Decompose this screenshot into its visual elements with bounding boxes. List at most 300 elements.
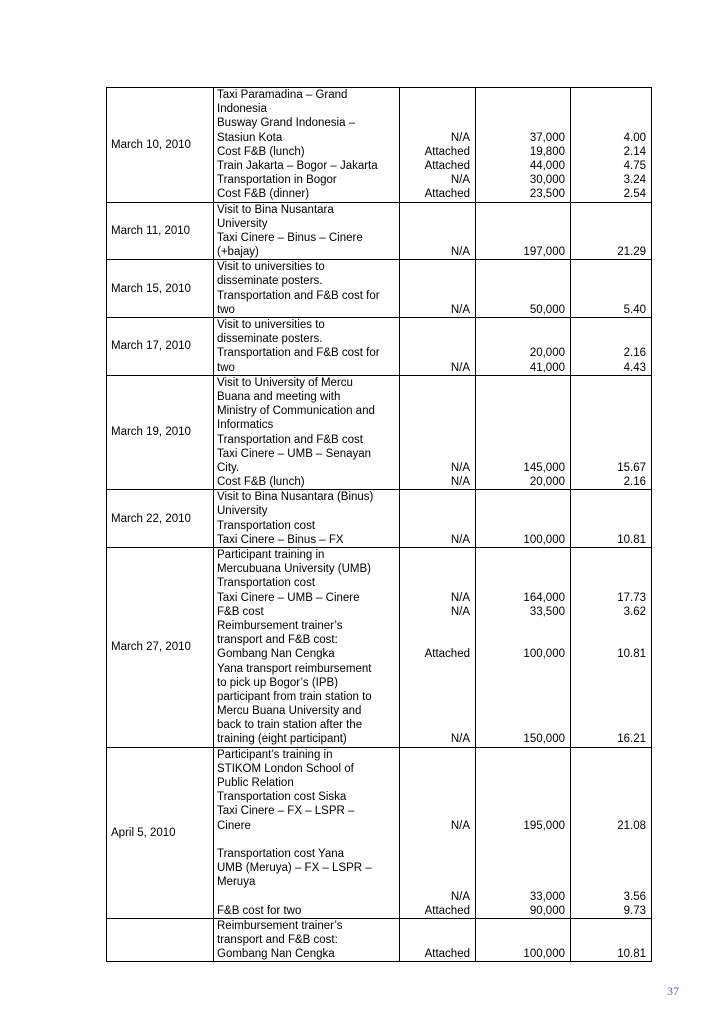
amount-usd — [574, 504, 646, 518]
amount-idr: 150,000 — [523, 733, 565, 746]
amount-usd — [574, 490, 646, 504]
amount-idr — [479, 376, 565, 390]
amount-idr: 90,000 — [529, 904, 565, 917]
amount-usd: 10.81 — [617, 533, 646, 546]
receipt-status: Attached — [424, 188, 470, 201]
amount-idr — [479, 433, 565, 447]
amount-cell — [476, 260, 571, 318]
amount-usd — [574, 748, 646, 762]
description-line: transport and F&B cost: — [217, 934, 338, 947]
receipt-status: N/A — [450, 461, 470, 474]
amount-idr: 195,000 — [523, 819, 565, 832]
description-line: Participant’s training in — [217, 748, 333, 761]
desc-cell — [214, 375, 400, 490]
description-line: Visit to University of Mercu — [217, 376, 353, 389]
receipt-status — [403, 418, 470, 432]
receipt-status: Attached — [424, 159, 470, 172]
amount-usd: 21.08 — [617, 819, 646, 832]
description-line: Taxi Cinere – UMB – Senayan — [217, 447, 372, 460]
usd-cell — [571, 747, 652, 918]
receipt-status — [403, 548, 470, 562]
description-line: (+bajay) — [217, 246, 259, 259]
receipt-status — [403, 519, 470, 533]
description-line: F&B cost — [217, 605, 264, 618]
amount-idr: 41,000 — [529, 361, 565, 374]
amount-usd — [574, 762, 646, 776]
amount-idr — [479, 748, 565, 762]
amount-cell — [476, 318, 571, 376]
description-line: two — [217, 303, 235, 316]
amount-idr: 44,000 — [529, 159, 565, 172]
amount-idr — [479, 203, 565, 217]
amount-idr — [479, 790, 565, 804]
amount-idr — [479, 762, 565, 776]
amount-idr — [479, 633, 565, 647]
description-line: Gombang Nan Cengka — [217, 948, 335, 961]
description-line: disseminate posters. — [217, 275, 323, 288]
receipt-cell — [400, 88, 476, 203]
amount-idr — [479, 847, 565, 861]
receipt-status: Attached — [424, 648, 470, 661]
amount-usd: 3.56 — [623, 890, 646, 903]
receipt-status — [403, 662, 470, 676]
receipt-status — [403, 116, 470, 130]
receipt-status — [403, 447, 470, 461]
amount-usd — [574, 619, 646, 633]
date-cell: April 5, 2010 — [107, 747, 214, 918]
desc-cell — [214, 918, 400, 962]
receipt-status — [403, 562, 470, 576]
amount-idr: 33,500 — [529, 605, 565, 618]
amount-usd — [574, 447, 646, 461]
description-line: Busway Grand Indonesia – — [217, 117, 356, 130]
usd-cell — [571, 490, 652, 548]
usd-cell — [571, 260, 652, 318]
usd-cell — [571, 318, 652, 376]
amount-idr — [479, 548, 565, 562]
amount-idr — [479, 718, 565, 732]
page-number: 37 — [667, 984, 679, 998]
description-line: transport and F&B cost: — [217, 634, 338, 647]
amount-usd: 21.29 — [617, 246, 646, 259]
amount-usd — [574, 919, 646, 933]
receipt-cell — [400, 747, 476, 918]
amount-idr — [479, 231, 565, 245]
amount-usd: 17.73 — [617, 591, 646, 604]
description-line: Taxi Cinere – Binus – Cinere — [217, 231, 363, 244]
amount-usd — [574, 875, 646, 889]
receipt-status — [403, 704, 470, 718]
amount-usd — [574, 519, 646, 533]
desc-cell — [214, 318, 400, 376]
description-line: University — [217, 217, 268, 230]
amount-usd — [574, 231, 646, 245]
amount-idr: 33,000 — [529, 890, 565, 903]
amount-idr — [479, 519, 565, 533]
desc-cell — [214, 747, 400, 918]
amount-cell — [476, 88, 571, 203]
amount-usd — [574, 676, 646, 690]
receipt-cell — [400, 490, 476, 548]
date-cell: March 11, 2010 — [107, 202, 214, 260]
amount-idr — [479, 116, 565, 130]
amount-usd: 9.73 — [623, 904, 646, 917]
description-line: Participant training in — [217, 549, 325, 561]
description-line: Informatics — [217, 419, 274, 432]
receipt-status — [403, 919, 470, 933]
amount-idr: 100,000 — [523, 533, 565, 546]
table-row — [107, 490, 652, 548]
amount-usd: 4.75 — [623, 159, 646, 172]
description-line: two — [217, 361, 235, 374]
amount-idr: 197,000 — [523, 246, 565, 259]
amount-usd — [574, 790, 646, 804]
amount-idr — [479, 88, 565, 102]
amount-usd — [574, 861, 646, 875]
amount-usd: 16.21 — [617, 733, 646, 746]
receipt-status — [403, 748, 470, 762]
amount-idr — [479, 690, 565, 704]
receipt-status: N/A — [450, 605, 470, 618]
table-row — [107, 918, 652, 962]
description-line: Visit to Bina Nusantara — [217, 203, 334, 216]
amount-usd — [574, 289, 646, 303]
receipt-status — [403, 274, 470, 288]
amount-idr — [479, 676, 565, 690]
description-line — [217, 833, 396, 847]
description-line: Transportation in Bogor — [217, 174, 337, 187]
description-line: Stasiun Kota — [217, 131, 283, 144]
receipt-status — [403, 346, 470, 360]
description-line — [217, 890, 396, 904]
amount-idr — [479, 102, 565, 116]
description-line: Mercu Buana University and — [217, 705, 362, 718]
receipt-status — [403, 861, 470, 875]
amount-idr — [479, 875, 565, 889]
receipt-status: N/A — [450, 246, 470, 259]
desc-cell — [214, 202, 400, 260]
amount-idr: 100,000 — [523, 648, 565, 661]
description-line: STIKOM London School of — [217, 762, 354, 775]
date-cell: March 22, 2010 — [107, 490, 214, 548]
receipt-status — [403, 619, 470, 633]
amount-usd: 3.24 — [623, 174, 646, 187]
amount-usd: 2.16 — [623, 476, 646, 489]
receipt-status: N/A — [450, 533, 470, 546]
expense-table — [106, 87, 652, 962]
receipt-status — [403, 933, 470, 947]
amount-idr — [479, 418, 565, 432]
amount-usd: 10.81 — [617, 648, 646, 661]
amount-usd — [574, 847, 646, 861]
description-line: Indonesia — [217, 103, 267, 116]
receipt-cell — [400, 260, 476, 318]
receipt-cell — [400, 548, 476, 748]
receipt-status — [403, 433, 470, 447]
receipt-status: Attached — [424, 948, 470, 961]
amount-idr: 20,000 — [529, 476, 565, 489]
receipt-status — [403, 718, 470, 732]
amount-usd: 4.00 — [623, 131, 646, 144]
amount-idr — [479, 390, 565, 404]
amount-usd — [574, 390, 646, 404]
amount-usd — [574, 332, 646, 346]
amount-usd — [574, 576, 646, 590]
receipt-status: N/A — [450, 174, 470, 187]
usd-cell — [571, 88, 652, 203]
amount-usd — [574, 804, 646, 818]
receipt-status: N/A — [450, 131, 470, 144]
description-line: to pick up Bogor’s (IPB) — [217, 676, 339, 689]
amount-usd — [574, 404, 646, 418]
receipt-cell — [400, 375, 476, 490]
receipt-status — [403, 289, 470, 303]
description-line: Transportation cost — [217, 519, 316, 532]
description-line: Gombang Nan Cengka — [217, 648, 335, 661]
amount-usd — [574, 260, 646, 274]
amount-idr — [479, 447, 565, 461]
amount-usd — [574, 318, 646, 332]
receipt-status: Attached — [424, 145, 470, 158]
receipt-status — [403, 576, 470, 590]
amount-usd — [574, 704, 646, 718]
description-line: disseminate posters. — [217, 333, 323, 346]
amount-cell — [476, 747, 571, 918]
amount-usd: 2.16 — [623, 347, 646, 360]
amount-usd: 10.81 — [617, 948, 646, 961]
description-line: Cost F&B (lunch) — [217, 476, 305, 489]
usd-cell — [571, 918, 652, 962]
description-line: Meruya — [217, 876, 256, 889]
receipt-cell — [400, 202, 476, 260]
amount-usd: 2.14 — [623, 145, 646, 158]
date-cell: March 15, 2010 — [107, 260, 214, 318]
description-line: Cost F&B (dinner) — [217, 188, 310, 201]
amount-usd — [574, 116, 646, 130]
amount-usd: 15.67 — [617, 461, 646, 474]
receipt-status — [403, 231, 470, 245]
amount-cell — [476, 918, 571, 962]
receipt-status — [403, 504, 470, 518]
amount-idr — [479, 704, 565, 718]
receipt-status — [403, 676, 470, 690]
amount-idr — [479, 562, 565, 576]
date-cell: March 19, 2010 — [107, 375, 214, 490]
amount-idr — [479, 576, 565, 590]
description-line: Ministry of Communication and — [217, 405, 375, 418]
receipt-status — [403, 633, 470, 647]
amount-idr — [479, 332, 565, 346]
receipt-status — [403, 490, 470, 504]
amount-idr — [479, 318, 565, 332]
amount-idr: 100,000 — [523, 948, 565, 961]
usd-cell — [571, 375, 652, 490]
desc-cell — [214, 548, 400, 748]
description-line: F&B cost for two — [217, 904, 302, 917]
description-line: Public Relation — [217, 777, 294, 789]
receipt-status — [403, 833, 470, 847]
usd-cell — [571, 202, 652, 260]
amount-idr — [479, 260, 565, 274]
receipt-status: N/A — [450, 476, 470, 489]
description-line: Taxi Cinere – UMB – Cinere — [217, 591, 360, 604]
receipt-cell — [400, 318, 476, 376]
amount-idr: 30,000 — [529, 174, 565, 187]
description-line: Transportation and F&B cost for — [217, 289, 380, 302]
description-line: training (eight participant) — [217, 733, 347, 746]
description-line: Reimbursement trainer’s — [217, 919, 343, 932]
receipt-status: Attached — [424, 904, 470, 917]
receipt-cell — [400, 918, 476, 962]
date-cell: March 27, 2010 — [107, 548, 214, 748]
description-line: Cost F&B (lunch) — [217, 145, 305, 158]
amount-idr — [479, 274, 565, 288]
receipt-status: N/A — [450, 303, 470, 316]
amount-idr — [479, 919, 565, 933]
desc-cell — [214, 88, 400, 203]
receipt-status — [403, 318, 470, 332]
description-line: Transportation and F&B cost for — [217, 347, 380, 360]
description-line: Visit to universities to — [217, 319, 325, 331]
amount-cell — [476, 548, 571, 748]
amount-usd — [574, 776, 646, 790]
description-line: Taxi Paramadina – Grand — [217, 89, 348, 101]
receipt-status: N/A — [450, 591, 470, 604]
amount-usd — [574, 376, 646, 390]
amount-usd — [574, 718, 646, 732]
amount-idr: 164,000 — [523, 591, 565, 604]
amount-idr: 50,000 — [529, 303, 565, 316]
description-line: Cinere — [217, 819, 251, 832]
description-line: Transportation cost Siska — [217, 791, 347, 804]
description-line: Visit to Bina Nusantara (Binus) — [217, 491, 374, 504]
receipt-status — [403, 217, 470, 231]
table-row — [107, 548, 652, 748]
table-row — [107, 202, 652, 260]
date-cell — [107, 918, 214, 962]
amount-usd — [574, 833, 646, 847]
amount-idr: 23,500 — [529, 188, 565, 201]
amount-idr — [479, 619, 565, 633]
description-line: UMB (Meruya) – FX – LSPR – — [217, 862, 372, 875]
receipt-status — [403, 762, 470, 776]
description-line: back to train station after the — [217, 719, 363, 732]
description-line: Reimbursement trainer’s — [217, 619, 343, 632]
description-line: City. — [217, 461, 240, 474]
amount-cell — [476, 490, 571, 548]
receipt-status — [403, 790, 470, 804]
table-row — [107, 88, 652, 203]
amount-idr — [479, 861, 565, 875]
amount-usd — [574, 933, 646, 947]
receipt-status — [403, 102, 470, 116]
amount-usd — [574, 562, 646, 576]
description-line: participant from train station to — [217, 690, 372, 703]
receipt-status — [403, 376, 470, 390]
amount-usd: 4.43 — [623, 361, 646, 374]
amount-idr: 20,000 — [529, 347, 565, 360]
amount-usd — [574, 633, 646, 647]
receipt-status — [403, 332, 470, 346]
amount-usd — [574, 690, 646, 704]
amount-usd — [574, 217, 646, 231]
receipt-status — [403, 88, 470, 102]
amount-idr — [479, 217, 565, 231]
amount-idr — [479, 776, 565, 790]
description-line: Train Jakarta – Bogor – Jakarta — [217, 159, 378, 172]
receipt-status: N/A — [450, 890, 470, 903]
table-row — [107, 747, 652, 918]
amount-idr — [479, 804, 565, 818]
amount-usd: 5.40 — [623, 303, 646, 316]
amount-idr — [479, 289, 565, 303]
amount-usd — [574, 274, 646, 288]
receipt-status — [403, 404, 470, 418]
amount-idr — [479, 662, 565, 676]
receipt-status — [403, 875, 470, 889]
desc-cell — [214, 490, 400, 548]
receipt-status — [403, 390, 470, 404]
table-row — [107, 260, 652, 318]
amount-idr — [479, 490, 565, 504]
date-cell: March 17, 2010 — [107, 318, 214, 376]
amount-usd — [574, 433, 646, 447]
amount-idr: 145,000 — [523, 461, 565, 474]
receipt-status — [403, 776, 470, 790]
description-line: Yana transport reimbursement — [217, 662, 372, 675]
receipt-status: N/A — [450, 361, 470, 374]
amount-usd: 2.54 — [623, 188, 646, 201]
amount-cell — [476, 202, 571, 260]
amount-usd — [574, 102, 646, 116]
description-line: Transportation cost — [217, 577, 316, 590]
receipt-status — [403, 804, 470, 818]
table-row — [107, 318, 652, 376]
amount-usd — [574, 418, 646, 432]
amount-idr: 19,800 — [529, 145, 565, 158]
usd-cell — [571, 548, 652, 748]
description-line: Buana and meeting with — [217, 390, 341, 403]
description-line: Taxi Cinere – Binus – FX — [217, 533, 344, 546]
description-line: Transportation and F&B cost — [217, 433, 363, 446]
receipt-status: N/A — [450, 819, 470, 832]
amount-idr — [479, 833, 565, 847]
receipt-status — [403, 847, 470, 861]
amount-usd — [574, 548, 646, 562]
amount-idr — [479, 933, 565, 947]
amount-usd — [574, 662, 646, 676]
table-row — [107, 375, 652, 490]
amount-usd: 3.62 — [623, 605, 646, 618]
amount-usd — [574, 88, 646, 102]
receipt-status: N/A — [450, 733, 470, 746]
amount-idr — [479, 404, 565, 418]
amount-idr: 37,000 — [529, 131, 565, 144]
amount-usd — [574, 203, 646, 217]
description-line: University — [217, 505, 268, 518]
description-line: Transportation cost Yana — [217, 847, 344, 860]
description-line: Taxi Cinere – FX – LSPR – — [217, 805, 355, 818]
amount-idr — [479, 504, 565, 518]
receipt-status — [403, 690, 470, 704]
amount-cell — [476, 375, 571, 490]
desc-cell — [214, 260, 400, 318]
description-line: Mercubuana University (UMB) — [217, 563, 372, 576]
receipt-status — [403, 203, 470, 217]
receipt-status — [403, 260, 470, 274]
date-cell: March 10, 2010 — [107, 88, 214, 203]
description-line: Visit to universities to — [217, 261, 325, 274]
